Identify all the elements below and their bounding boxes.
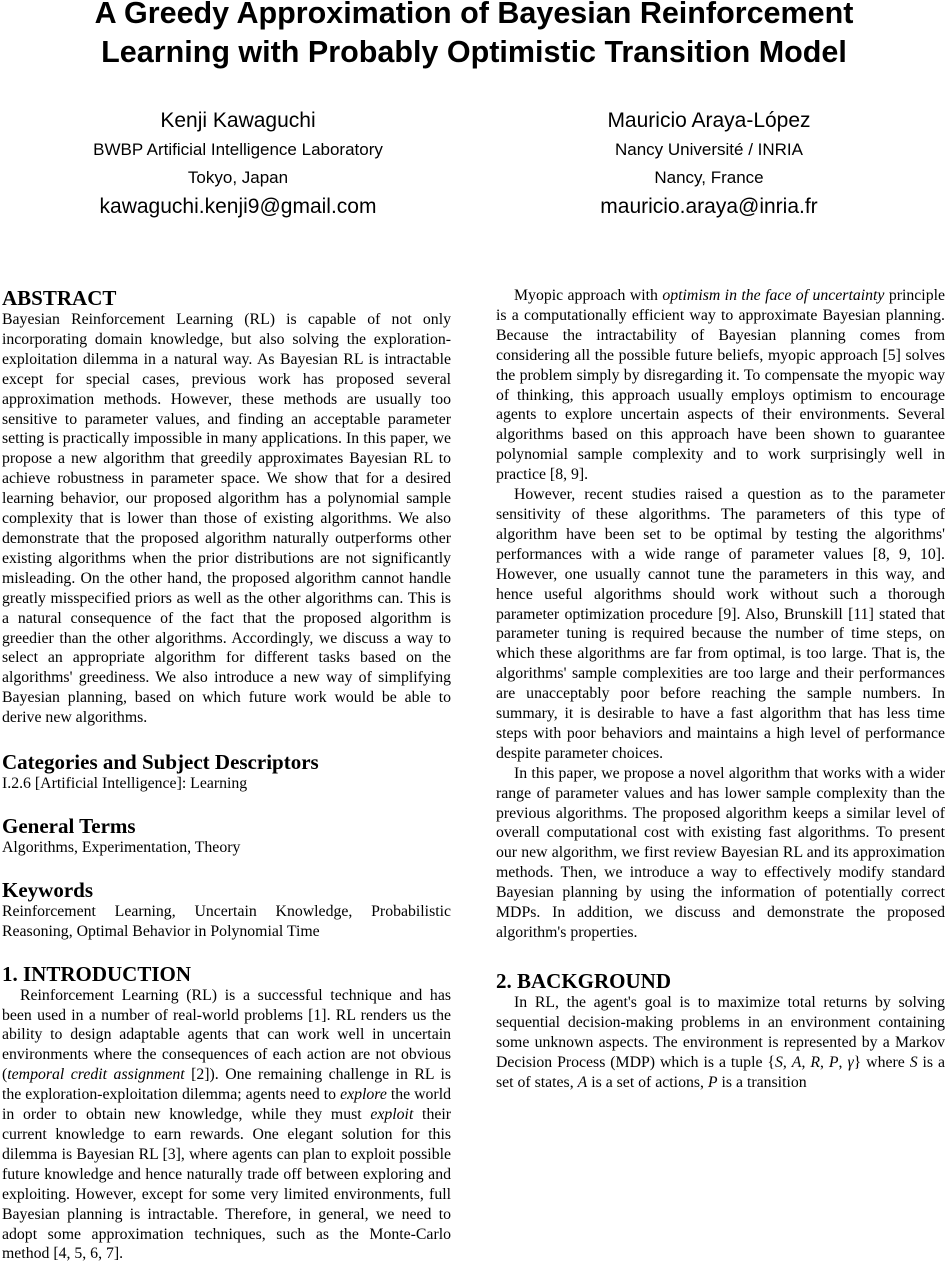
text-run: principle is a computationally efficient way to approximate Bayesian planning. Because the intractability of Bayesian planning comes from considering all the possible future beliefs, myopic approach [5] solves the problem simply by disregarding it. To compensate the myopic way of thinking, this approach usually employs optimism to encourage agents to explore uncertain aspects of their environments. Several algorithms based on this approach have been shown to guarantee polynomial sample complexity and to work surprisingly well in practice [8, 9].: [496, 287, 945, 484]
categories-text: I.2.6 [Artificial Intelligence]: Learning: [2, 775, 248, 793]
abstract-heading: ABSTRACT: [2, 286, 117, 310]
categories-heading: Categories and Subject Descriptors: [2, 750, 319, 775]
text-run: is a transition: [717, 1073, 807, 1091]
text-run: Reinforcement Learning (RL) is a successful technique and has been used in a number of real-world problems [1]. RL renders us the ability to design adaptable agents that can work well in uncertain environments where the consequences of each action are not obvious (: [2, 986, 451, 1084]
keywords-heading: Keywords: [2, 877, 93, 902]
introduction-paragraph-4: In this paper, we propose a novel algorithm that works with a wider range of parameter values and has lower sample complexity than the previous algorithms. The proposed algorithm keeps a similar level of overall computational cost with existing fast algorithms. To present our new algorithm, we first review Bayesian RL and its approximation methods. Then, we introduce a way to effectively modify standard Bayesian planning by using the information of potentially correct MDPs. In addition, we discuss and demonstrate the proposed algorithm's properties.: [496, 764, 945, 941]
math-symbol: P: [828, 1053, 839, 1071]
author-name: Mauricio Araya-López: [607, 109, 811, 132]
math-symbol: A: [577, 1073, 588, 1091]
author-block-1: [28, 106, 448, 222]
general-terms-text: Algorithms, Experimentation, Theory: [2, 838, 241, 856]
emphasis: temporal credit assignment: [7, 1066, 185, 1084]
author-location: Tokyo, Japan: [187, 168, 289, 187]
math-symbol: γ: [847, 1053, 854, 1071]
author-affiliation: BWBP Artificial Intelligence Laboratory: [93, 140, 383, 159]
text-run: Myopic approach with: [514, 287, 663, 304]
paper-title-line-1: A Greedy Approximation of Bayesian Reinforcement: [94, 0, 854, 30]
emphasis: optimism in the face of uncertainty: [662, 287, 885, 304]
emphasis: explore: [340, 1086, 387, 1104]
text-run: In RL, the agent's goal is to maximize total returns by solving sequential decision-making problems in an environment containing some unknown aspects. The environment is represented by a Markov Decision Process (MDP) which is a tuple {: [496, 993, 945, 1071]
author-affiliation: Nancy Université / INRIA: [615, 140, 803, 159]
text-run: [2]). One remaining challenge in RL is the exploration-exploitation dilemma; agents need to: [2, 1066, 451, 1104]
paper-title: [0, 0, 948, 72]
background-paragraph-1: In RL, the agent's goal is to maximize total returns by solving sequential decision-making problems in an environment containing some unknown aspects. The environment is represented by a Markov Decision Process (MDP) which is a tuple {S, A, R, P, γ} where S is a set of states, A is a set of actions, P is a transition: [496, 993, 946, 1091]
text-run: their current knowledge to earn rewards. One elegant solution for this dilemma is Bayesian RL [3], where agents can plan to exploit possible future knowledge and hence naturally trade off between exploring and exploiting. However, except for some very limited environments, full Bayesian planning is intractable. Therefore, in general, we need to adopt some approximation techniques, such as the Monte-Carlo method [4, 5, 6, 7].: [2, 1106, 451, 1263]
author-location: Nancy, France: [654, 168, 764, 187]
introduction-paragraph-3: However, recent studies raised a question as to the parameter sensitivity of these algorithms. The parameters of this type of algorithm have been set to be optimal by testing the algorithms' performances with a wide range of parameter values [8, 9, 10]. However, one usually cannot tune the parameters in this way, and hence useful algorithms should work without such a thorough parameter optimization procedure [9]. Also, Brunskill [11] stated that parameter tuning is required because the number of time steps, on which these algorithms are far from optimal, is too large. That is, the algorithms' sample complexities are too large and their performances are unacceptably poor before reaching the sample numbers. In summary, it is desirable to have a fast algorithm that has less time steps with poor behaviors and maintains a high level of performance despite parameter choices.: [496, 486, 945, 762]
text-run: is a set of actions,: [587, 1073, 708, 1091]
introduction-paragraph-1: [2, 986, 451, 1264]
math-symbol: R: [810, 1053, 820, 1071]
text-run: } where: [853, 1053, 910, 1071]
emphasis: exploit: [370, 1106, 414, 1124]
author-email: mauricio.araya@inria.fr: [600, 195, 818, 218]
keywords-text: Reinforcement Learning, Uncertain Knowledge, Probabilistic Reasoning, Optimal Behavior in Polynomial Time: [2, 902, 451, 940]
author-block-2: [499, 106, 919, 222]
left-column: [2, 286, 451, 1264]
text-run: is a set of states,: [496, 1053, 946, 1091]
introduction-heading: 1. INTRODUCTION: [2, 961, 192, 986]
paper-title-line-2: Learning with Probably Optimistic Transition Model: [101, 35, 847, 69]
text-run: the world in order to obtain new knowledge, while they must: [2, 1086, 451, 1124]
background-heading: 2. BACKGROUND: [496, 968, 672, 993]
general-terms-heading: General Terms: [2, 813, 136, 838]
math-symbol: S: [909, 1053, 918, 1071]
math-symbol: S: [775, 1053, 783, 1071]
introduction-paragraph-2: [496, 286, 945, 485]
right-column: [496, 286, 945, 1092]
abstract-text: Bayesian Reinforcement Learning (RL) is capable of not only incorporating domain knowledge, but also solving the exploration-exploitation dilemma in a natural way. As Bayesian RL is intractable except for special cases, previous work has proposed several approximation methods. However, these methods are usually too sensitive to parameter values, and finding an acceptable parameter setting is practically impossible in many applications. In this paper, we propose a new algorithm that greedily approximates Bayesian RL to achieve robustness in parameter space. We show that for a desired learning behavior, our proposed algorithm has a polynomial sample complexity that is lower than those of existing algorithms. We also demonstrate that the proposed algorithm naturally outperforms other existing algorithms when the prior distributions are not significantly misleading. On the other hand, the proposed algorithm cannot handle greatly misspecified priors as well as the other algorithms can. This is a natural consequence of the fact that the proposed algorithm is greedier than the other algorithms. Accordingly, we discuss a way to select an appropriate algorithm for different tasks based on the algorithms' greediness. We also introduce a new way of simplifying Bayesian planning, based on which future work would be able to derive new algorithms.: [2, 311, 451, 727]
math-symbol: P: [707, 1073, 718, 1091]
author-name: Kenji Kawaguchi: [160, 109, 316, 132]
author-email: kawaguchi.kenji9@gmail.com: [99, 195, 377, 218]
math-symbol: A: [791, 1053, 802, 1071]
